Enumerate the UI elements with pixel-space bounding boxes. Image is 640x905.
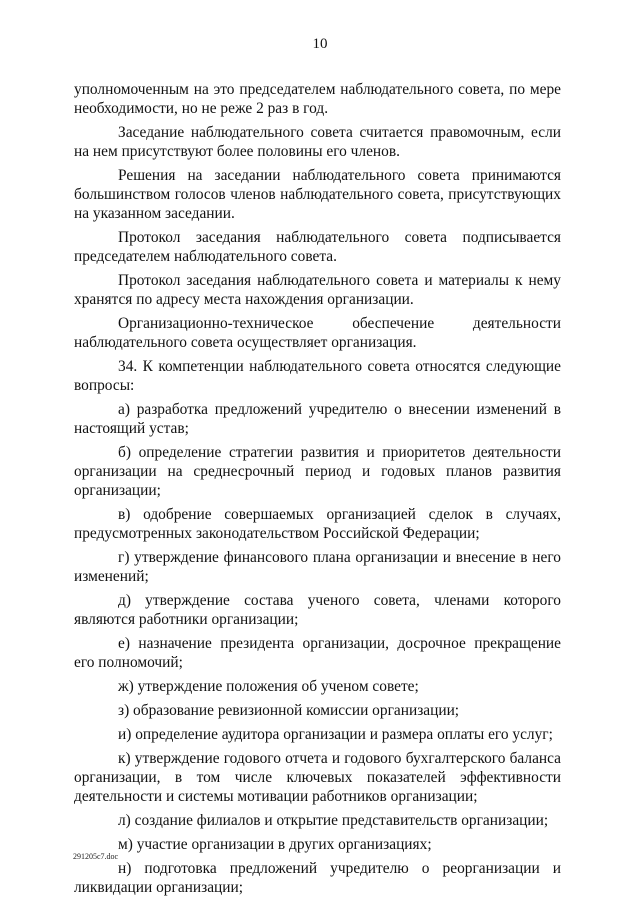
list-item: в) одобрение совершаемых организацией сделок в случаях, предусмотренных законодательством Российской Федерации; [74, 506, 561, 542]
list-item: и) определение аудитора организации и размера оплаты его услуг; [118, 726, 553, 743]
list-item: б) определение стратегии развития и приоритетов деятельности организации на среднесрочный период и годовых планов развития организации; [74, 444, 561, 499]
list-item: ж) утверждение положения об ученом совете; [118, 678, 419, 695]
list-item: а) разработка предложений учредителю о внесении изменений в настоящий устав; [74, 401, 561, 437]
paragraph: Решения на заседании наблюдательного совета принимаются большинством голосов членов наблюдательного совета, присутствующих на указанном заседании. [74, 167, 561, 222]
list-item: к) утверждение годового отчета и годового бухгалтерского баланса организации, в том числе ключевых показателей эффективности деятельности и системы мотивации работников организации; [74, 750, 561, 805]
footer-filename: 291205c7.doc [73, 852, 119, 861]
paragraph: Протокол заседания наблюдательного совета подписывается председателем наблюдательного совета. [74, 229, 561, 265]
paragraph: 34. К компетенции наблюдательного совета относятся следующие вопросы: [74, 358, 561, 394]
paragraph: уполномоченным на это председателем наблюдательного совета, по мере необходимости, но не реже 2 раз в год. [74, 81, 561, 117]
list-item: м) участие организации в других организациях; [118, 836, 432, 853]
list-item: н) подготовка предложений учредителю о реорганизации и ликвидации организации; [74, 860, 561, 896]
paragraph: Организационно-техническое обеспечение деятельности наблюдательного совета осуществляет организация. [74, 315, 561, 351]
page-number: 10 [312, 36, 328, 52]
list-item: з) образование ревизионной комиссии организации; [118, 702, 460, 719]
paragraph: Заседание наблюдательного совета считается правомочным, если на нем присутствуют более половины его членов. [74, 124, 561, 160]
list-item: л) создание филиалов и открытие представительств организации; [118, 812, 549, 829]
list-item: д) утверждение состава ученого совета, членами которого являются работники организации; [74, 592, 561, 628]
document-body [74, 80, 561, 902]
list-item: е) назначение президента организации, досрочное прекращение его полномочий; [74, 635, 561, 671]
paragraph: Протокол заседания наблюдательного совета и материалы к нему хранятся по адресу места нахождения организации. [74, 272, 561, 308]
list-item: г) утверждение финансового плана организации и внесение в него изменений; [74, 549, 561, 585]
